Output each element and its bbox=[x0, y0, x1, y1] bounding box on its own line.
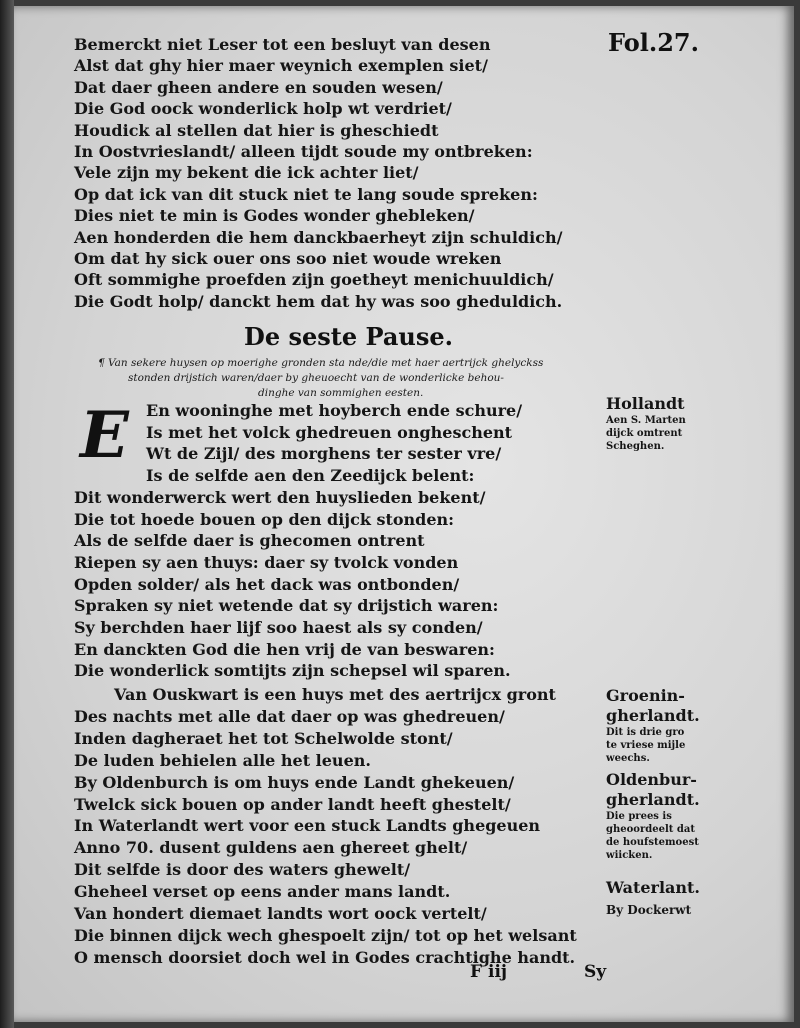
verse-line: Dit wonderwerck wert den huyslieden bekent/ bbox=[74, 487, 486, 507]
verse-line: Is de selfde aen den Zeedijck belent: bbox=[146, 466, 475, 486]
margin-note-line: gheoordeelt dat bbox=[606, 824, 695, 835]
signature-mark: F iij bbox=[470, 962, 508, 982]
margin-note-line: Dit is drie gro bbox=[606, 727, 685, 738]
verse-line: Wt de Zijl/ des morghens ter sester vre/ bbox=[146, 444, 502, 464]
verse-line: Op dat ick van dit stuck niet te lang soude spreken: bbox=[74, 184, 538, 204]
margin-note-oldenburgherlandt bbox=[606, 770, 700, 862]
verse-line: Bemerckt niet Leser tot een besluyt van desen bbox=[74, 35, 491, 54]
decorated-initial: E bbox=[80, 398, 129, 473]
verse-line: Sy berchden haer lijf soo haest als sy conden/ bbox=[74, 618, 483, 638]
margin-note-heading: Groenin- bbox=[606, 686, 685, 705]
subtitle-line: ¶ Van sekere huysen op moerighe gronden sta nde/die met haer aertrijck ghelyckss bbox=[98, 357, 544, 369]
verse-line: Is met het volck ghedreuen ongheschent bbox=[146, 422, 513, 442]
margin-note-line: Aen S. Marten bbox=[606, 415, 686, 426]
verse-line: Oft sommighe proefden zijn goetheyt menichuuldich/ bbox=[74, 270, 554, 290]
verse-block-2 bbox=[74, 400, 522, 682]
verse-line: En danckten God die hen vrij de van beswaren: bbox=[74, 639, 495, 659]
subtitle-line: stonden drijstich waren/daer by gheuoecht van de wonderlicke behou- bbox=[128, 372, 504, 384]
margin-note-line: By Dockerwt bbox=[606, 903, 692, 917]
verse-block-3 bbox=[74, 684, 577, 969]
verse-line: Vele zijn my bekent die ick achter liet/ bbox=[74, 163, 419, 183]
verse-line: Dies niet te min is Godes wonder ghebleken/ bbox=[74, 206, 475, 226]
verse-line: Inden dagheraet het tot Schelwolde stont/ bbox=[74, 728, 453, 748]
section-heading: De seste Pause. bbox=[244, 322, 453, 351]
margin-note-line: Die prees is bbox=[606, 811, 672, 822]
margin-note-dockerwt bbox=[606, 904, 691, 917]
margin-note-heading: gherlandt. bbox=[606, 706, 700, 725]
verse-line: Die God oock wonderlick holp wt verdriet/ bbox=[74, 99, 452, 119]
verse-line: In Oostvrieslandt/ alleen tijdt soude my ontbreken: bbox=[74, 142, 533, 162]
verse-line: Die binnen dijck wech ghespoelt zijn/ tot op het welsant bbox=[74, 925, 577, 945]
verse-line: En wooninghe met hoyberch ende schure/ bbox=[146, 401, 523, 420]
subtitle-line: dinghe van sommighen eesten. bbox=[258, 387, 424, 399]
verse-line: Twelck sick bouen op ander landt heeft ghestelt/ bbox=[74, 794, 511, 814]
verse-block-1 bbox=[74, 34, 562, 312]
verse-line: In Waterlandt wert voor een stuck Landts ghegeuen bbox=[74, 816, 541, 836]
verse-line: Van hondert diemaet landts wort oock vertelt/ bbox=[74, 904, 487, 924]
verse-line: By Oldenburch is om huys ende Landt ghekeuen/ bbox=[74, 772, 515, 792]
margin-note-heading: gherlandt. bbox=[606, 790, 700, 809]
verse-line: Houdick al stellen dat hier is gheschiedt bbox=[74, 120, 439, 140]
margin-note-hollandt bbox=[606, 394, 686, 453]
verse-line: Dit selfde is door des waters ghewelt/ bbox=[74, 860, 411, 880]
verse-line: Die Godt holp/ danckt hem dat hy was soo gheduldich. bbox=[74, 291, 563, 311]
verse-line: Gheheel verset op eens ander mans landt. bbox=[74, 882, 451, 902]
verse-line: Als de selfde daer is ghecomen ontrent bbox=[74, 531, 425, 551]
verse-line: Anno 70. dusent guldens aen ghereet ghelt/ bbox=[74, 838, 468, 858]
verse-line: O mensch doorsiet doch wel in Godes crachtighe handt. bbox=[74, 947, 576, 967]
verse-line: De luden behielen alle het leuen. bbox=[74, 750, 371, 770]
verse-line: Riepen sy aen thuys: daer sy tvolck vonden bbox=[74, 552, 459, 572]
verse-line: Aen honderden die hem danckbaerheyt zijn schuldich/ bbox=[74, 227, 563, 247]
verse-line: Die tot hoede bouen op den dijck stonden: bbox=[74, 509, 455, 529]
verse-line: Om dat hy sick ouer ons soo niet woude wreken bbox=[74, 249, 502, 269]
margin-note-heading: Waterlant. bbox=[606, 878, 700, 897]
margin-note-heading: Hollandt bbox=[606, 394, 685, 413]
margin-note-line: de houfstemoest bbox=[606, 837, 699, 848]
margin-note-heading: Oldenbur- bbox=[606, 770, 697, 789]
margin-note-line: dijck omtrent bbox=[606, 428, 683, 439]
verse-line: Van Ouskwart is een huys met des aertrijcx gront bbox=[114, 685, 556, 704]
margin-note-waterlant bbox=[606, 878, 700, 898]
margin-note-line: wiicken. bbox=[606, 850, 653, 861]
section-subtitle bbox=[98, 356, 543, 401]
verse-line: Opden solder/ als het dack was ontbonden/ bbox=[74, 574, 460, 594]
margin-note-line: te vriese mijle bbox=[606, 740, 686, 751]
margin-note-line: Scheghen. bbox=[606, 441, 665, 452]
verse-line: Des nachts met alle dat daer op was ghedreuen/ bbox=[74, 706, 505, 726]
verse-line: Die wonderlick somtijts zijn schepsel wil sparen. bbox=[74, 661, 511, 681]
folio-number: Fol.27. bbox=[608, 28, 699, 57]
catchword: Sy bbox=[584, 962, 607, 982]
book-spine bbox=[0, 0, 14, 1028]
margin-note-line: weechs. bbox=[606, 753, 650, 764]
verse-line: Spraken sy niet wetende dat sy drijstich waren: bbox=[74, 596, 499, 616]
margin-note-groeningherlandt bbox=[606, 686, 700, 765]
verse-line: Dat daer gheen andere en souden wesen/ bbox=[74, 77, 443, 97]
verse-line: Alst dat ghy hier maer weynich exemplen siet/ bbox=[74, 56, 488, 76]
